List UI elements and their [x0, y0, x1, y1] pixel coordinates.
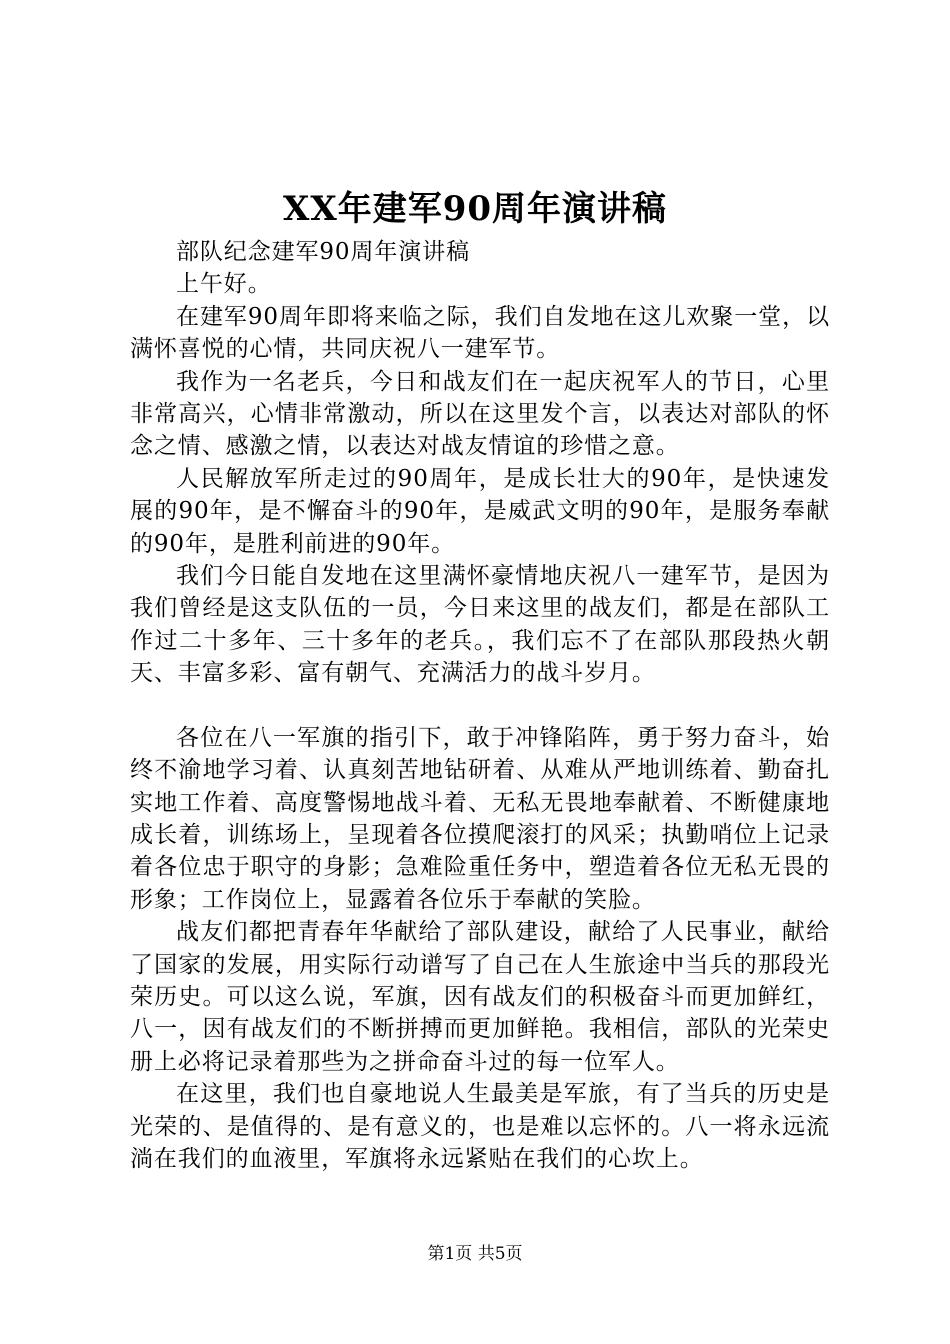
paragraph: 在建军90周年即将来临之际，我们自发地在这儿欢聚一堂，以满怀喜悦的心情，共同庆祝八一建军节。: [130, 303, 830, 363]
document-title: XX年建军90周年演讲稿: [282, 189, 668, 229]
document-body: [130, 236, 830, 1175]
page-number-footer: 第1页 共5页: [427, 1244, 523, 1264]
paragraph: 我作为一名老兵，今日和战友们在一起庆祝军人的节日，心里非常高兴，心情非常激动，所以在这里发个言，以表达对部队的怀念之情、感激之情，以表达对战友情谊的珍惜之意。: [130, 368, 830, 460]
paragraph: 战友们都把青春年华献给了部队建设，献给了人民事业，献给了国家的发展，用实际行动谱写了自己在人生旅途中当兵的那段光荣历史。可以这么说，军旗，因有战友们的积极奋斗而更加鲜红，八一，因有战友们的不断拼搏而更加鲜艳。我相信，部队的光荣史册上必将记录着那些为之拼命奋斗过的每一位军人。: [130, 919, 830, 1075]
paragraph-subtitle: 部队纪念建军90周年演讲稿: [176, 239, 470, 265]
paragraph: 各位在八一军旗的指引下，敢于冲锋陷阵，勇于努力奋斗，始终不渝地学习着、认真刻苦地钻研着、从难从严地训练着、勤奋扎实地工作着、高度警惕地战斗着、无私无畏地奉献着、不断健康地成长着，训练场上，呈现着各位摸爬滚打的风采；执勤哨位上记录着各位忠于职守的身影；急难险重任务中，塑造着各位无私无畏的形象；工作岗位上，显露着各位乐于奉献的笑脸。: [130, 724, 830, 913]
paragraph-greeting: 上午好。: [176, 271, 272, 298]
paragraph: 人民解放军所走过的90周年，是成长壮大的90年，是快速发展的90年，是不懈奋斗的90年，是威武文明的90年，是服务奉献的90年，是胜利前进的90年。: [130, 465, 830, 557]
paragraph: 在这里，我们也自豪地说人生最美是军旅，有了当兵的历史是光荣的、是值得的、是有意义的，也是难以忘怀的。八一将永远流淌在我们的血液里，军旗将永远紧贴在我们的心坎上。: [130, 1081, 830, 1172]
paragraph: 我们今日能自发地在这里满怀豪情地庆祝八一建军节，是因为我们曾经是这支队伍的一员，今日来这里的战友们，都是在部队工作过二十多年、三十多年的老兵。，我们忘不了在部队那段热火朝天、丰富多彩、富有朝气、充满活力的战斗岁月。: [130, 563, 830, 687]
